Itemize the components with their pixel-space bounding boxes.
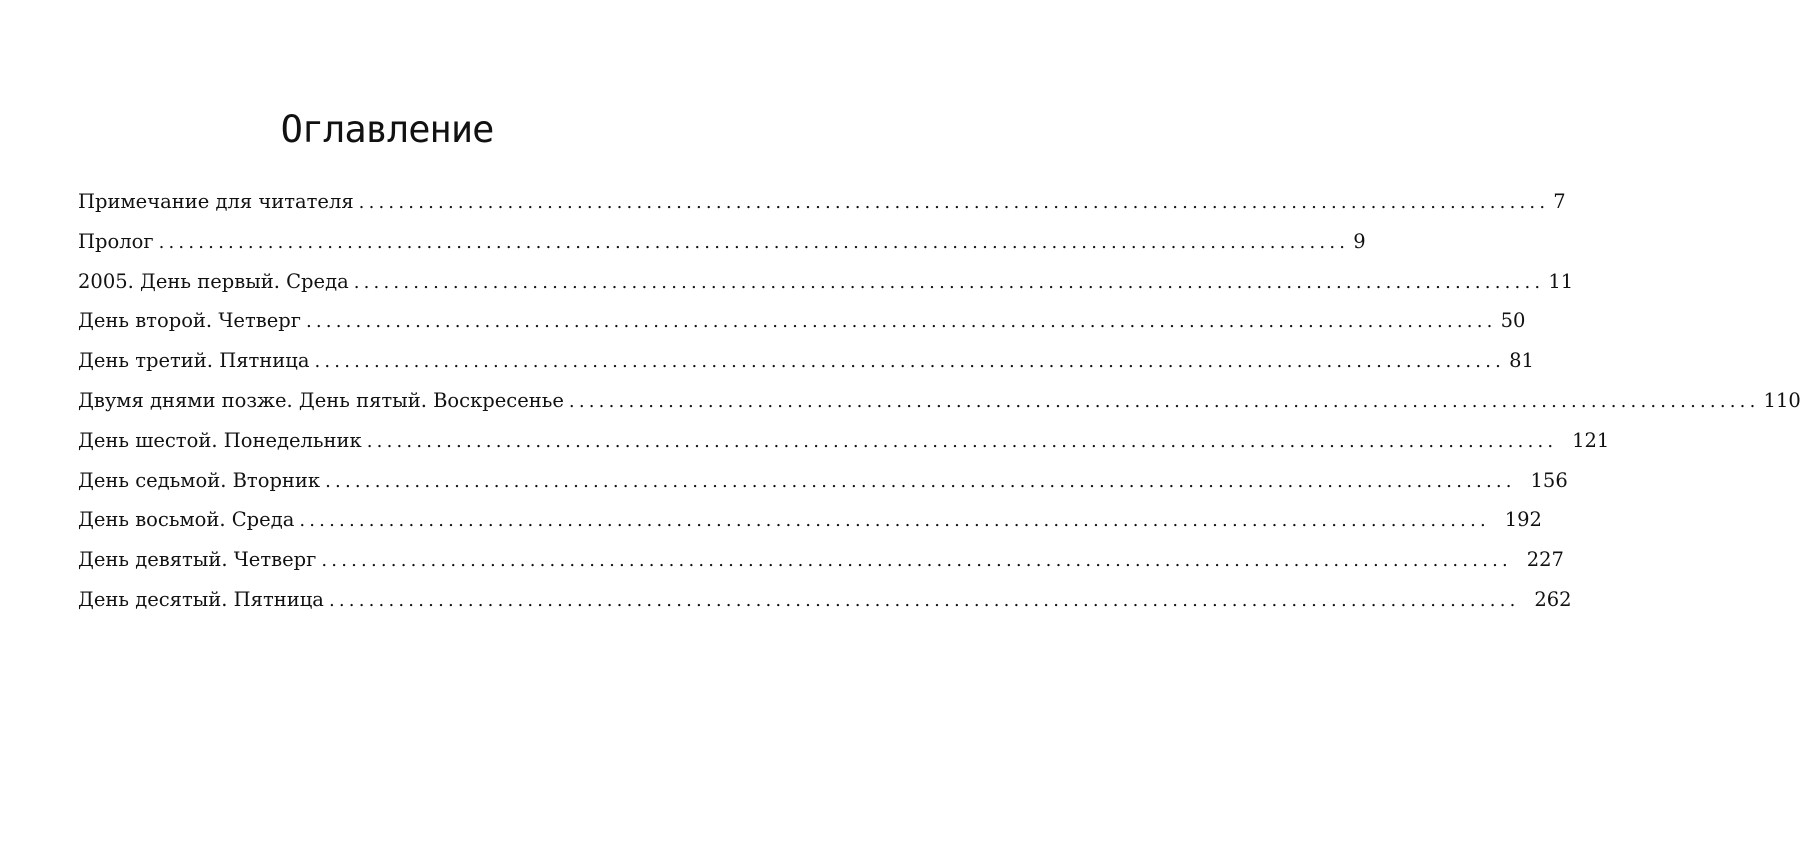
toc-entry-title: Пролог	[78, 229, 154, 253]
toc-entry-title: Примечание для читателя	[78, 190, 354, 213]
toc-entry[interactable]	[78, 301, 1526, 341]
toc-entry-page: 9	[1353, 229, 1366, 253]
toc-entry-title: День второй. Четверг	[78, 309, 301, 333]
dot-leader: ........................................................................................................................	[158, 231, 1350, 253]
dot-leader: ........................................................................................................................	[328, 589, 1520, 611]
dot-leader: ........................................................................................................................	[299, 510, 1490, 532]
toc-entry[interactable]	[78, 341, 1534, 381]
toc-entry-page: 262	[1534, 587, 1572, 611]
toc-entry-title: День третий. Пятница	[78, 349, 310, 373]
dot-leader: ........................................................................................................................	[321, 550, 1512, 572]
toc-entry-page: 192	[1504, 508, 1542, 532]
toc-entry[interactable]	[78, 580, 1572, 620]
toc-entry-page: 50	[1500, 309, 1526, 333]
toc-entry[interactable]	[78, 182, 1566, 222]
dot-leader: ........................................................................................................................	[325, 470, 1516, 492]
toc-entry[interactable]	[78, 540, 1564, 580]
toc-entry-title: День десятый. Пятница	[78, 587, 324, 611]
toc-entry-title: 2005. День первый. Среда	[78, 269, 349, 293]
toc-entry[interactable]	[78, 222, 1366, 262]
toc-entry-title: День девятый. Четверг	[78, 548, 317, 572]
toc-entry[interactable]	[78, 500, 1542, 540]
dot-leader: ........................................................................................................................	[305, 311, 1497, 333]
toc-entry-page: 81	[1509, 349, 1534, 373]
dot-leader: ........................................................................................................................	[314, 351, 1506, 373]
page-title: Оглавление	[280, 108, 494, 151]
toc-entry-page: 7	[1553, 190, 1566, 213]
dot-leader: ........................................................................................................................	[366, 430, 1558, 452]
toc-entry[interactable]	[78, 381, 1801, 421]
dot-leader: ........................................................................................................................	[568, 390, 1760, 412]
dot-leader: ........................................................................................................................	[358, 192, 1550, 213]
dot-leader: ........................................................................................................................	[353, 271, 1545, 293]
toc-entry-page: 110	[1763, 388, 1801, 412]
toc-entry-page: 11	[1548, 269, 1574, 293]
toc-entry-title: День шестой. Понедельник	[78, 428, 362, 452]
toc-entry-page: 156	[1530, 468, 1568, 492]
toc-entry-title: День седьмой. Вторник	[78, 468, 321, 492]
toc-entry[interactable]	[78, 421, 1610, 461]
toc-entry-page: 227	[1526, 548, 1564, 572]
toc-entry-title: Двумя днями позже. День пятый. Воскресенье	[78, 388, 564, 412]
toc-entry-page: 121	[1572, 428, 1610, 452]
toc-entry-title: День восьмой. Среда	[78, 508, 295, 532]
toc-entry[interactable]	[78, 262, 1574, 302]
table-of-contents	[78, 182, 1801, 620]
toc-entry[interactable]	[78, 461, 1568, 501]
